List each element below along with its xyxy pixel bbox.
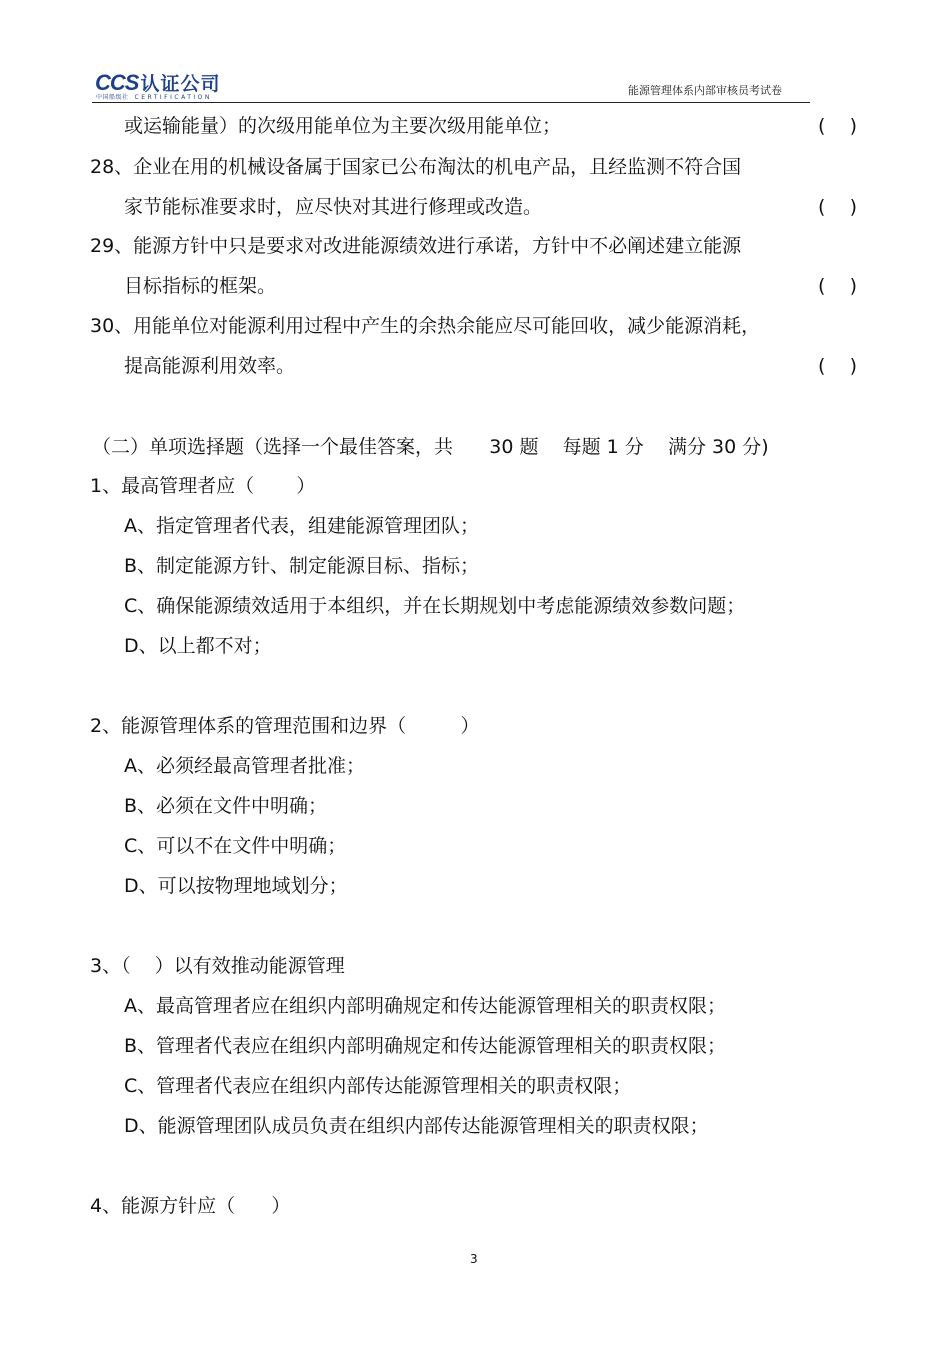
question-stem: 3、（ ）以有效推动能源管理 xyxy=(90,955,345,977)
option-c: C、可以不在文件中明确； xyxy=(124,835,347,857)
logo-sub-cn: 中国船级社 xyxy=(96,94,129,101)
page-number: 3 xyxy=(470,1252,478,1266)
question-stem: 1、最高管理者应（ ） xyxy=(90,475,316,497)
q29-answer-paren: ( ) xyxy=(818,275,857,297)
option-d: D、能源管理团队成员负责在组织内部传达能源管理相关的职责权限； xyxy=(124,1115,709,1137)
logo-ccs-text: CCS xyxy=(95,70,139,95)
option-b: B、制定能源方针、制定能源目标、指标； xyxy=(124,555,480,577)
option-a: A、指定管理者代表，组建能源管理团队； xyxy=(124,515,479,537)
question-stem: 4、能源方针应（ ） xyxy=(90,1195,291,1217)
option-d: D、可以按物理地域划分； xyxy=(124,875,348,897)
q29-line2: 目标指标的框架。 xyxy=(124,275,277,297)
logo-sub-en: CERTIFICATION xyxy=(134,94,212,101)
option-b: B、管理者代表应在组织内部明确规定和传达能源管理相关的职责权限； xyxy=(124,1035,727,1057)
question-stem: 2、能源管理体系的管理范围和边界（ ） xyxy=(90,715,480,737)
q29-line1: 29、能源方针中只是要求对改进能源绩效进行承诺，方针中不必阐述建立能源 xyxy=(90,235,742,257)
q30-line1: 30、用能单位对能源利用过程中产生的余热余能应尽可能回收，减少能源消耗， xyxy=(90,315,761,337)
q28-answer-paren: ( ) xyxy=(818,196,857,218)
page-header xyxy=(92,66,810,103)
q27-answer-paren: ( ) xyxy=(818,115,857,137)
option-d: D、以上都不对； xyxy=(124,635,272,657)
option-c: C、确保能源绩效适用于本组织，并在长期规划中考虑能源绩效参数问题； xyxy=(124,595,746,617)
option-a: A、最高管理者应在组织内部明确规定和传达能源管理相关的职责权限； xyxy=(124,995,726,1017)
q30-line2: 提高能源利用效率。 xyxy=(124,355,296,377)
header-title: 能源管理体系内部审核员考试卷 xyxy=(628,84,782,97)
option-a: A、必须经最高管理者批准； xyxy=(124,755,365,777)
logo-cn-text: 认证公司 xyxy=(140,74,221,95)
q28-line2: 家节能标准要求时，应尽快对其进行修理或改造。 xyxy=(124,196,543,218)
option-b: B、必须在文件中明确； xyxy=(124,795,328,817)
q30-answer-paren: ( ) xyxy=(818,355,857,377)
section2-heading: （二）单项选择题（选择一个最佳答案，共 30 题 每题 1 分 满分 30 分) xyxy=(92,436,769,458)
q28-line1: 28、企业在用的机械设备属于国家已公布淘汰的机电产品，且经监测不符合国 xyxy=(90,156,742,178)
option-c: C、管理者代表应在组织内部传达能源管理相关的职责权限； xyxy=(124,1075,632,1097)
q27-continuation: 或运输能量）的次级用能单位为主要次级用能单位； xyxy=(124,115,562,137)
